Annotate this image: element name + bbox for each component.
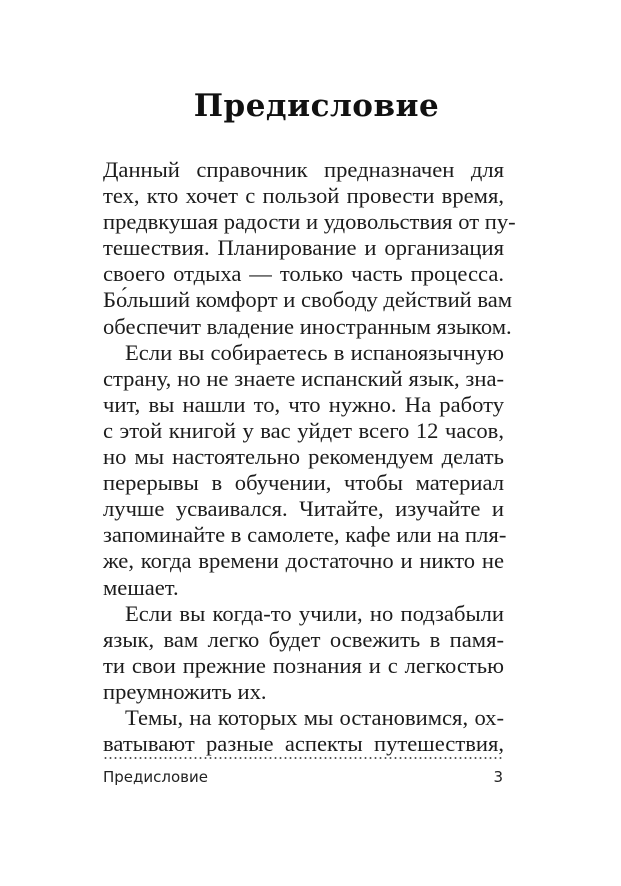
text-line: запоминайте в самолете, кафе или на пля- xyxy=(103,522,507,548)
text-line: предвкушая радости и удовольствия от пу- xyxy=(103,209,516,235)
text-line: Темы, на которых мы остановимся, ох- xyxy=(125,704,504,730)
text-line: но мы настоятельно рекомендуем делать xyxy=(103,444,504,470)
text-line: язык, вам легко будет освежить в памя- xyxy=(103,626,504,652)
text-line: с этой книгой у вас уйдет всего 12 часов, xyxy=(103,417,504,443)
text-line: ватывают разные аспекты путешествия, xyxy=(103,731,504,757)
text-line: мешает. xyxy=(103,574,179,600)
text-line: Бо́льший комфорт и свободу действий вам xyxy=(103,287,513,313)
text-line: Если вы собираетесь в испаноязычную xyxy=(125,339,504,365)
text-line: Данный справочник предназначен для xyxy=(103,157,504,182)
text-line: лучше усваивался. Читайте, изучайте и xyxy=(103,496,504,522)
running-footer-title: Предисловие xyxy=(103,768,208,786)
text-line: тешествия. Планирование и организация xyxy=(103,235,504,261)
text-line: же, когда времени достаточно и никто не xyxy=(103,548,504,574)
page-title: Предисловие xyxy=(193,88,440,124)
paragraph xyxy=(103,601,504,705)
page-footer xyxy=(103,768,503,786)
text-line: своего отдыха — только часть процесса. xyxy=(103,261,504,287)
text-line: ти свои прежние познания и с легкостью xyxy=(103,652,504,678)
text-line: обеспечит владение иностранным языком. xyxy=(103,313,512,339)
paragraph xyxy=(103,339,507,601)
text-line: Если вы когда-то учили, но подзабыли xyxy=(125,600,504,626)
text-line: преумножить их. xyxy=(103,678,267,704)
text-line: перерывы в обучении, чтобы материал xyxy=(103,470,504,496)
body-text xyxy=(103,157,516,757)
text-line: тех, кто хочет с пользой провести время, xyxy=(103,183,504,209)
page-number: 3 xyxy=(493,768,503,786)
text-line: чит, вы нашли то, что нужно. На работу xyxy=(103,391,504,417)
footer-dotted-rule xyxy=(103,756,504,760)
paragraph xyxy=(103,705,504,757)
paragraph xyxy=(103,157,516,340)
text-line: страну, но не знаете испанский язык, зна- xyxy=(103,365,504,391)
